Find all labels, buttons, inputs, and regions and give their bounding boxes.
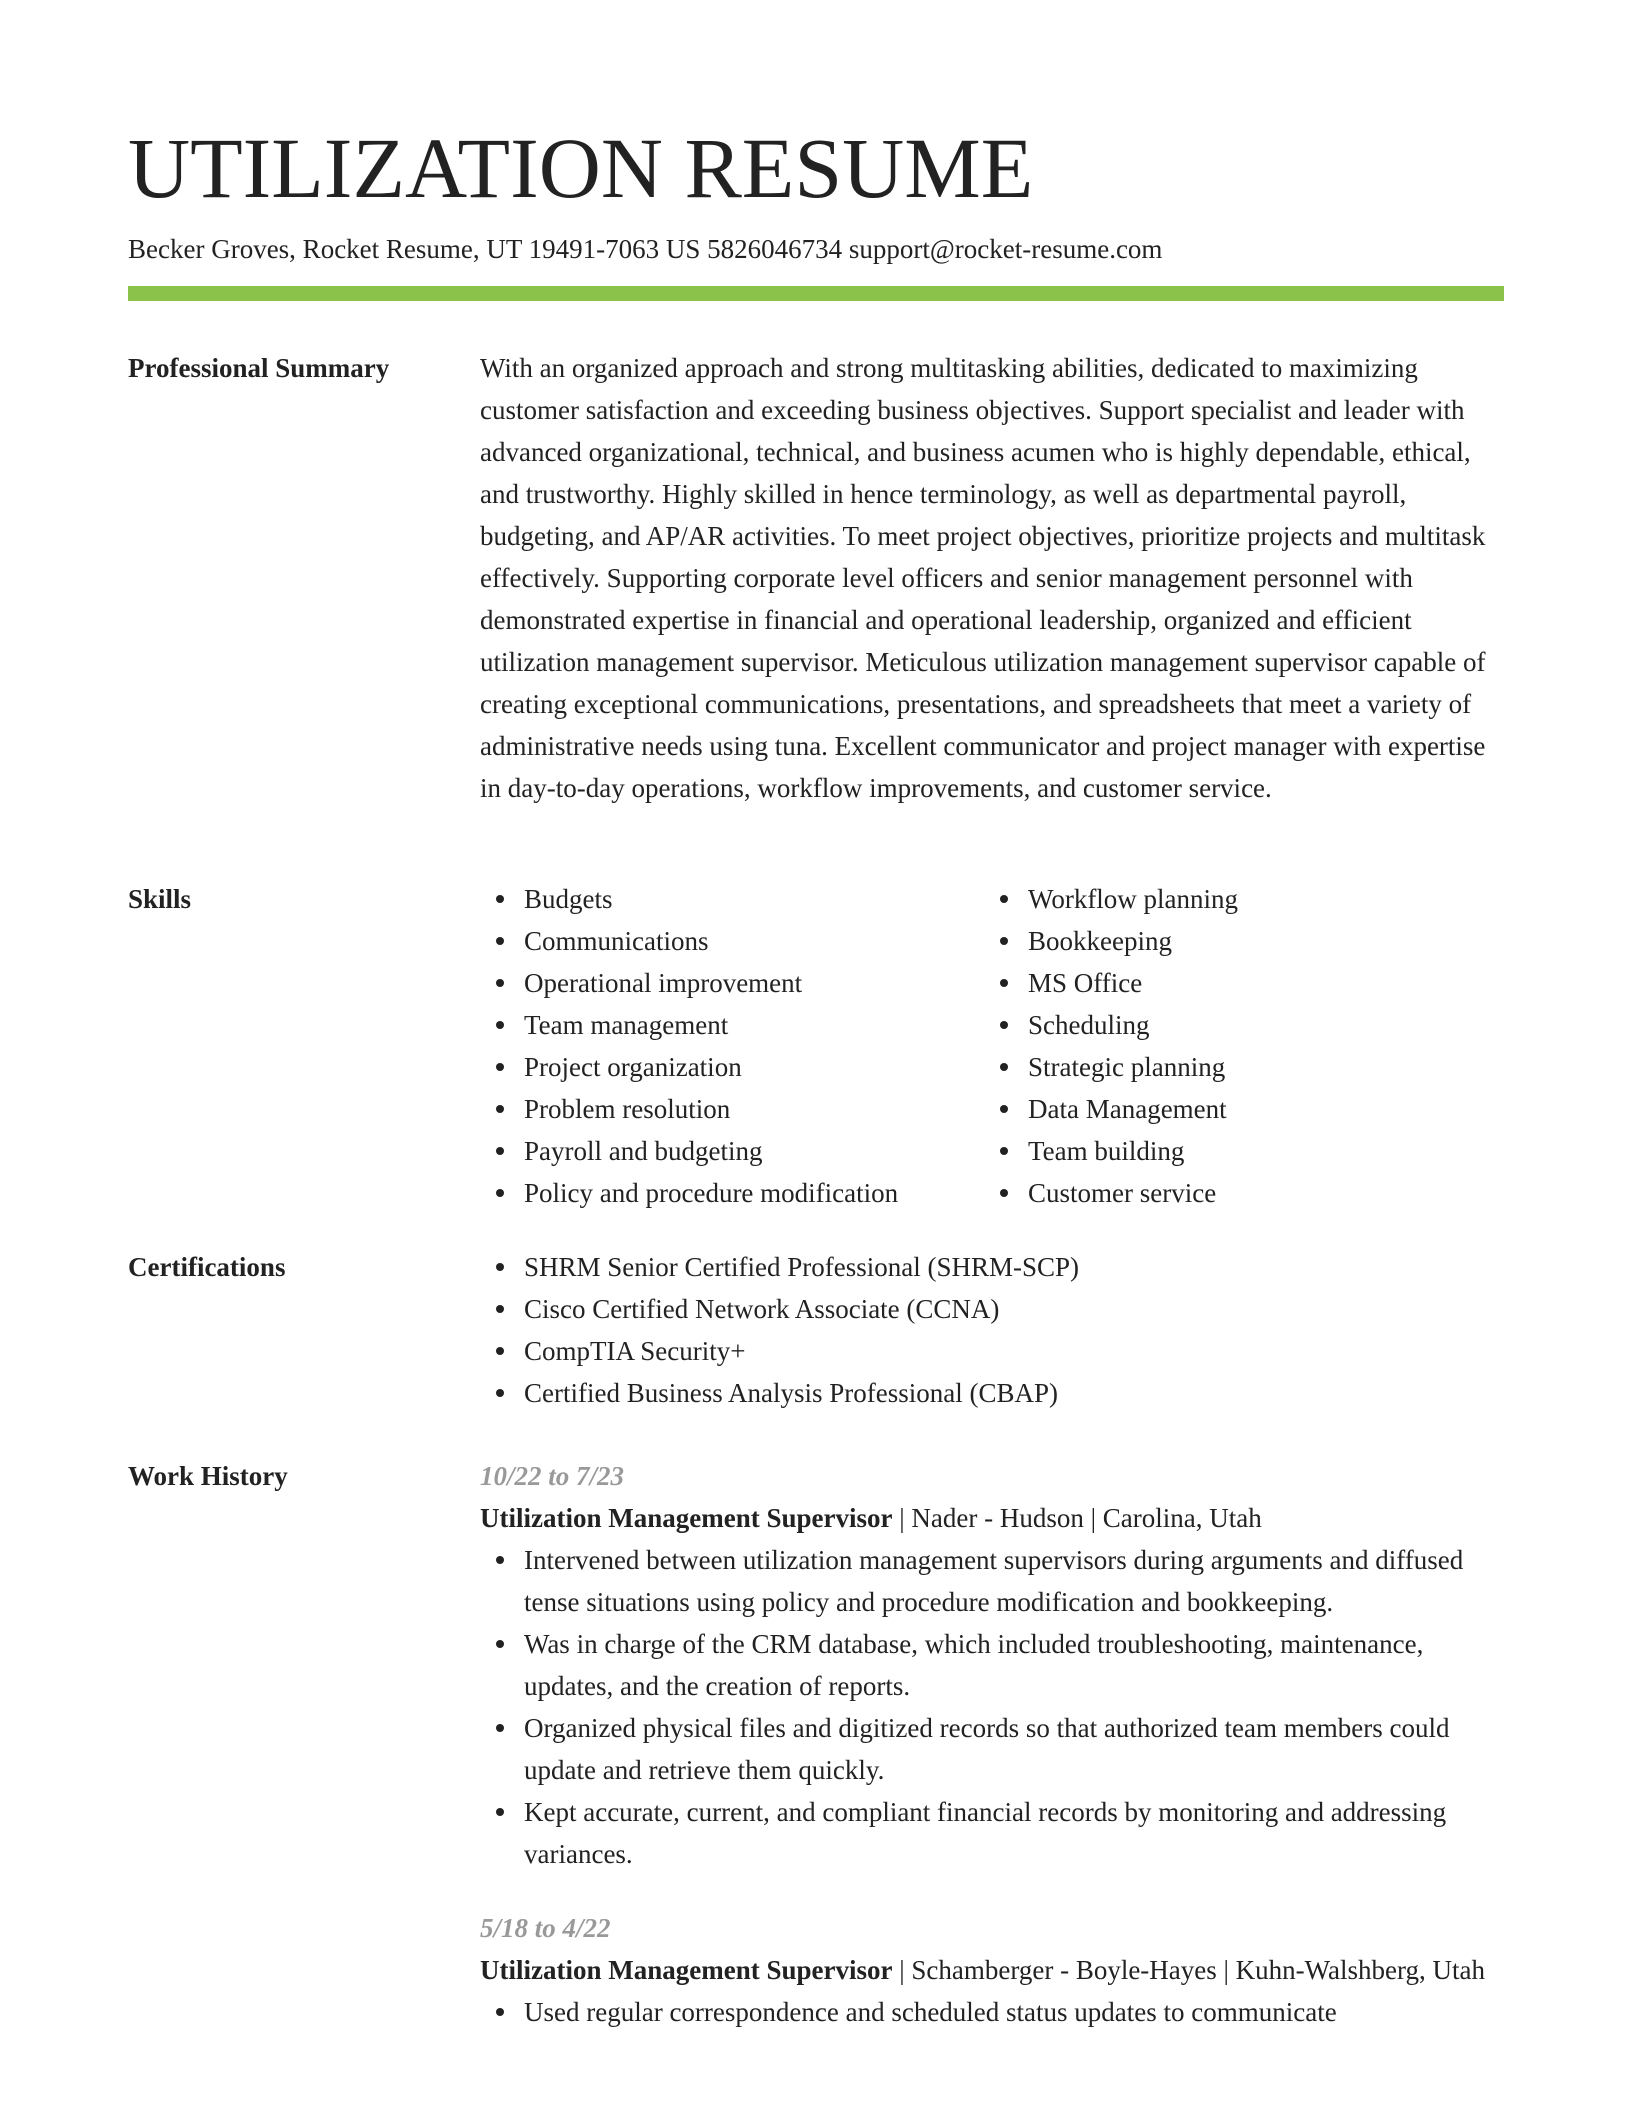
summary-label: Professional Summary xyxy=(128,353,390,383)
skill-text: Customer service xyxy=(1028,1178,1217,1208)
duty-text: Used regular correspondence and scheduled status updates to communicate xyxy=(524,1997,1337,2027)
skill-item xyxy=(480,1172,984,1214)
bullet-icon xyxy=(496,1021,504,1029)
duty-item xyxy=(480,1791,1504,1875)
certification-text: SHRM Senior Certified Professional (SHRM-SCP) xyxy=(524,1252,1080,1282)
bullet-icon xyxy=(1000,895,1008,903)
skill-text: Team building xyxy=(1028,1136,1185,1166)
skill-item xyxy=(480,878,984,920)
bullet-icon xyxy=(496,979,504,987)
bullet-icon xyxy=(496,1347,504,1355)
certifications-body xyxy=(480,1246,1504,1414)
skill-item xyxy=(984,878,1488,920)
bullet-icon xyxy=(496,937,504,945)
bullet-icon xyxy=(1000,1105,1008,1113)
header-divider xyxy=(128,286,1504,301)
job-entry xyxy=(480,1455,1504,1875)
skill-item xyxy=(480,1088,984,1130)
duty-item xyxy=(480,1539,1504,1623)
certification-item xyxy=(480,1246,1504,1288)
bullet-icon xyxy=(496,1389,504,1397)
skills-label: Skills xyxy=(128,884,192,914)
certification-text: CompTIA Security+ xyxy=(524,1336,746,1366)
bullet-icon xyxy=(496,895,504,903)
skill-item xyxy=(984,962,1488,1004)
certifications-label: Certifications xyxy=(128,1252,286,1282)
skill-item xyxy=(480,1130,984,1172)
skill-text: Strategic planning xyxy=(1028,1052,1226,1082)
certification-text: Certified Business Analysis Professional (CBAP) xyxy=(524,1378,1058,1408)
skills-list-right xyxy=(984,878,1488,1214)
job-details: | Schamberger - Boyle-Hayes | Kuhn-Walshberg, Utah xyxy=(892,1955,1485,1985)
skill-text: Policy and procedure modification xyxy=(524,1178,899,1208)
certifications-list xyxy=(480,1246,1504,1414)
bullet-icon xyxy=(1000,937,1008,945)
bullet-icon xyxy=(496,1063,504,1071)
duty-text: Kept accurate, current, and compliant financial records by monitoring and addressing variances. xyxy=(524,1797,1447,1869)
job-heading xyxy=(480,1949,1504,1991)
certification-text: Cisco Certified Network Associate (CCNA) xyxy=(524,1294,1000,1324)
skill-item xyxy=(480,962,984,1004)
duty-text: Organized physical files and digitized records so that authorized team members could update and retrieve them quickly. xyxy=(524,1713,1450,1785)
skill-text: Bookkeeping xyxy=(1028,926,1172,956)
skill-text: Workflow planning xyxy=(1028,884,1239,914)
bullet-icon xyxy=(496,1640,504,1648)
bullet-icon xyxy=(496,1189,504,1197)
duty-text: Was in charge of the CRM database, which included troubleshooting, maintenance, updates, and the creation of reports. xyxy=(524,1629,1424,1701)
skill-item xyxy=(984,920,1488,962)
job-title: Utilization Management Supervisor xyxy=(480,1955,893,1985)
summary-body xyxy=(480,347,1504,809)
bullet-icon xyxy=(496,1556,504,1564)
bullet-icon xyxy=(1000,1063,1008,1071)
skill-item xyxy=(480,1004,984,1046)
work-history-label: Work History xyxy=(128,1461,288,1491)
job-dates: 10/22 to 7/23 xyxy=(480,1461,625,1491)
skill-item xyxy=(984,1004,1488,1046)
bullet-icon xyxy=(1000,1147,1008,1155)
skill-text: Problem resolution xyxy=(524,1094,731,1124)
skills-list-left xyxy=(480,878,984,1214)
duty-item xyxy=(480,1707,1504,1791)
skill-text: Payroll and budgeting xyxy=(524,1136,763,1166)
skill-item xyxy=(480,1046,984,1088)
certification-item xyxy=(480,1330,1504,1372)
skill-item xyxy=(984,1172,1488,1214)
job-entry xyxy=(480,1907,1504,2033)
summary-text: With an organized approach and strong multitasking abilities, dedicated to maximizing customer satisfaction and exceeding business objectives. Support specialist and leader with advanced organizational, technical, and business acumen who is highly dependable, ethical, and trustworthy. Highly skilled in hence terminology, as well as departmental payroll, budgeting, and AP/AR activities. To meet project objectives, prioritize projects and multitask effectively. Supporting corporate level officers and senior management personnel with demonstrated expertise in financial and operational leadership, organized and efficient utilization management supervisor. Meticulous utilization management supervisor capable of creating exceptional communications, presentations, and spreadsheets that meet a variety of administrative needs using tuna. Excellent communicator and project manager with expertise in day-to-day operations, workflow improvements, and customer service. xyxy=(480,353,1486,803)
bullet-icon xyxy=(496,1263,504,1271)
skill-item xyxy=(480,920,984,962)
skill-text: Operational improvement xyxy=(524,968,803,998)
bullet-icon xyxy=(1000,1189,1008,1197)
contact-info: Becker Groves, Rocket Resume, UT 19491-7063 US 5826046734 support@rocket-resume.com xyxy=(128,234,1163,264)
job-heading xyxy=(480,1497,1504,1539)
job-details: | Nader - Hudson | Carolina, Utah xyxy=(892,1503,1262,1533)
resume-title: UTILIZATION RESUME xyxy=(128,120,1034,216)
skill-text: Team management xyxy=(524,1010,729,1040)
certification-item xyxy=(480,1372,1504,1414)
bullet-icon xyxy=(1000,979,1008,987)
bullet-icon xyxy=(1000,1021,1008,1029)
skill-text: MS Office xyxy=(1028,968,1143,998)
skill-text: Data Management xyxy=(1028,1094,1227,1124)
skill-text: Budgets xyxy=(524,884,613,914)
bullet-icon xyxy=(496,1724,504,1732)
skill-text: Project organization xyxy=(524,1052,742,1082)
job-duties-list xyxy=(480,1539,1504,1875)
bullet-icon xyxy=(496,2008,504,2016)
job-dates: 5/18 to 4/22 xyxy=(480,1913,611,1943)
certification-item xyxy=(480,1288,1504,1330)
skill-text: Communications xyxy=(524,926,709,956)
duty-item xyxy=(480,1623,1504,1707)
bullet-icon xyxy=(496,1147,504,1155)
duty-text: Intervened between utilization management supervisors during arguments and diffused tense situations using policy and procedure modification and bookkeeping. xyxy=(524,1545,1464,1617)
skill-text: Scheduling xyxy=(1028,1010,1150,1040)
job-duties-list xyxy=(480,1991,1504,2033)
bullet-icon xyxy=(496,1105,504,1113)
work-history-body xyxy=(480,1455,1504,2033)
skill-item xyxy=(984,1130,1488,1172)
skills-body xyxy=(480,878,1504,1214)
bullet-icon xyxy=(496,1305,504,1313)
bullet-icon xyxy=(496,1808,504,1816)
duty-item xyxy=(480,1991,1504,2033)
skill-item xyxy=(984,1088,1488,1130)
skill-item xyxy=(984,1046,1488,1088)
job-title: Utilization Management Supervisor xyxy=(480,1503,893,1533)
